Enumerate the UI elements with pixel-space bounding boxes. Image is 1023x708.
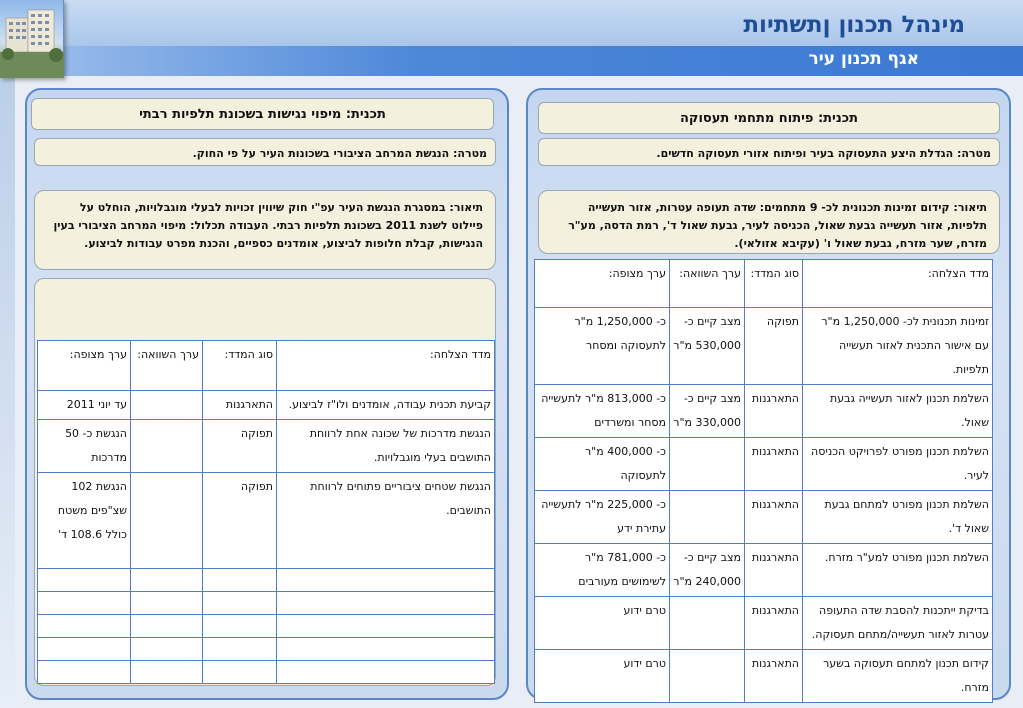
table-row <box>535 385 993 438</box>
right-program-goal: מטרה: הגדלת היצע התעסוקה בעיר ופיתוח אזורי תעסוקה חדשים. <box>538 138 1000 166</box>
cell-metric <box>277 661 495 684</box>
cell-expected: הנגשת 102 שצ"פים משטח כולל 108.6 ד' <box>38 473 131 569</box>
cell-metric: השלמת תכנון לאזור תעשייה גבעת שאול. <box>803 385 993 438</box>
table-row <box>38 420 495 473</box>
cell-comparison <box>131 638 203 661</box>
building-icon <box>0 0 64 78</box>
table-row <box>535 491 993 544</box>
header-expected-value: ערך מצופה: <box>38 341 131 391</box>
cell-type: התארגנות <box>745 491 803 544</box>
cell-metric: קידום תכנון למתחם תעסוקה בשער מזרח. <box>803 650 993 703</box>
cell-metric <box>277 569 495 592</box>
cell-metric: קביעת תכנית עבודה, אומדנים ולו"ז לביצוע. <box>277 391 495 420</box>
table-row <box>38 391 495 420</box>
cell-expected: הנגשת כ- 50 מדרכות <box>38 420 131 473</box>
cell-comparison <box>131 615 203 638</box>
cell-expected <box>38 569 131 592</box>
cell-expected: טרם ידוע <box>535 597 670 650</box>
cell-comparison <box>670 650 745 703</box>
cell-expected <box>38 661 131 684</box>
cell-metric <box>277 638 495 661</box>
cell-expected: טרם ידוע <box>535 650 670 703</box>
cell-type: תפוקה <box>203 420 277 473</box>
cell-comparison <box>670 491 745 544</box>
cell-type: התארגנות <box>745 438 803 491</box>
cell-expected: כ- 781,000 מ"ר לשימושים מעורבים <box>535 544 670 597</box>
table-row <box>535 438 993 491</box>
cell-metric <box>277 615 495 638</box>
cell-comparison <box>131 473 203 569</box>
header-success-metric: מדד הצלחה: <box>277 341 495 391</box>
cell-metric: הנגשת מדרכות של שכונה אחת לרווחת התושבים בעלי מוגבלויות. <box>277 420 495 473</box>
cell-type: התארגנות <box>745 544 803 597</box>
main-title: מינהל תכנון ןתשתיות <box>743 12 965 38</box>
header-comparison-value: ערך השוואה: <box>131 341 203 391</box>
table-row <box>38 638 495 661</box>
table-row <box>38 569 495 592</box>
cell-type <box>203 592 277 615</box>
cell-type: תפוקה <box>745 308 803 385</box>
cell-type: התארגנות <box>745 597 803 650</box>
table-row <box>38 661 495 684</box>
table-row <box>535 597 993 650</box>
header-metric-type: סוג המדד: <box>745 260 803 308</box>
cell-comparison: מצב קיים כ- 530,000 מ"ר <box>670 308 745 385</box>
cell-metric: השלמת תכנון מפורט למתחם גבעת שאול ד'. <box>803 491 993 544</box>
building-logo <box>0 0 64 78</box>
cell-type: התארגנות <box>745 650 803 703</box>
left-strip <box>0 46 15 708</box>
cell-expected <box>38 615 131 638</box>
table-row <box>535 308 993 385</box>
table-row <box>535 544 993 597</box>
header-metric-type: סוג המדד: <box>203 341 277 391</box>
header-comparison-value: ערך השוואה: <box>670 260 745 308</box>
cell-metric: השלמת תכנון מפורט למע"ר מזרח. <box>803 544 993 597</box>
cell-type: התארגנות <box>745 385 803 438</box>
cell-metric: השלמת תכנון מפורט לפרויקט הכניסה לעיר. <box>803 438 993 491</box>
cell-metric: הנגשת שטחים ציבוריים פתוחים לרווחת התושבים. <box>277 473 495 569</box>
cell-expected: כ- 400,000 מ"ר לתעסוקה <box>535 438 670 491</box>
cell-expected: כ- 813,000 מ"ר לתעשייה מסחר ומשרדים <box>535 385 670 438</box>
cell-metric: זמינות תכנונית לכ- 1,250,000 מ"ר עם אישור התכנית לאזור תעשייה תלפיות. <box>803 308 993 385</box>
cell-comparison: מצב קיים כ- 330,000 מ"ר <box>670 385 745 438</box>
cell-metric <box>277 592 495 615</box>
cell-type <box>203 569 277 592</box>
cell-comparison: מצב קיים כ- 240,000 מ"ר <box>670 544 745 597</box>
cell-expected: כ- 1,250,000 מ"ר לתעסוקה ומסחר <box>535 308 670 385</box>
cell-type: התארגנות <box>203 391 277 420</box>
cell-comparison <box>131 420 203 473</box>
cell-expected <box>38 592 131 615</box>
cell-type: תפוקה <box>203 473 277 569</box>
cell-comparison <box>670 597 745 650</box>
cell-comparison <box>131 592 203 615</box>
header-expected-value: ערך מצופה: <box>535 260 670 308</box>
table-header-row <box>535 260 993 308</box>
left-program-goal: מטרה: הנגשת המרחב הציבורי בשכונות העיר על פי החוק. <box>34 138 496 166</box>
left-metrics-table <box>37 340 495 684</box>
right-program-description: תיאור: קידום זמינות תכנונית לכ- 9 מתחמים: שדה תעופה עטרות, אזור תעשייה תלפיות, אזור תעשייה גבעת שאול, הכניסה לעיר, גבעת שאול ד', רמת הדסה, מע"ר מזרח, שער מזרח, גבעת שאול ו' (עקיבא אזולאי). <box>538 190 1000 254</box>
right-program-title: תכנית: פיתוח מתחמי תעסוקה <box>538 102 1000 134</box>
cell-type <box>203 615 277 638</box>
right-metrics-table <box>534 259 993 703</box>
cell-metric: בדיקת ייתכנות להסבת שדה התעופה עטרות לאזור תעשייה/מתחם תעסוקה. <box>803 597 993 650</box>
cell-type <box>203 638 277 661</box>
table-row <box>38 473 495 569</box>
table-row <box>38 592 495 615</box>
cell-expected <box>38 638 131 661</box>
cell-comparison <box>131 569 203 592</box>
cell-comparison <box>670 438 745 491</box>
cell-expected: כ- 225,000 מ"ר לתעשייה עתירת ידע <box>535 491 670 544</box>
table-row <box>535 650 993 703</box>
sub-title: אגף תכנון עיר <box>808 49 919 69</box>
left-program-title: תכנית: מיפוי נגישות בשכונת תלפיות רבתי <box>31 98 494 130</box>
cell-comparison <box>131 391 203 420</box>
cell-type <box>203 661 277 684</box>
header-success-metric: מדד הצלחה: <box>803 260 993 308</box>
cell-expected: עד יוני 2011 <box>38 391 131 420</box>
cell-comparison <box>131 661 203 684</box>
table-row <box>38 615 495 638</box>
table-header-row <box>38 341 495 391</box>
left-program-description: תיאור: במסגרת הנגשת העיר עפ"י חוק שיווין זכויות לבעלי מוגבלויות, הוחלט על פיילוט לשנת 2011 בשכונת תלפיות רבתי. העבודה תכלול: מיפוי המרחב הציבורי בעין הנגישות, קבלת חלופות לביצוע, אומדנים כספיים, והכנת מפרט עבודות לביצוע. <box>34 190 496 270</box>
